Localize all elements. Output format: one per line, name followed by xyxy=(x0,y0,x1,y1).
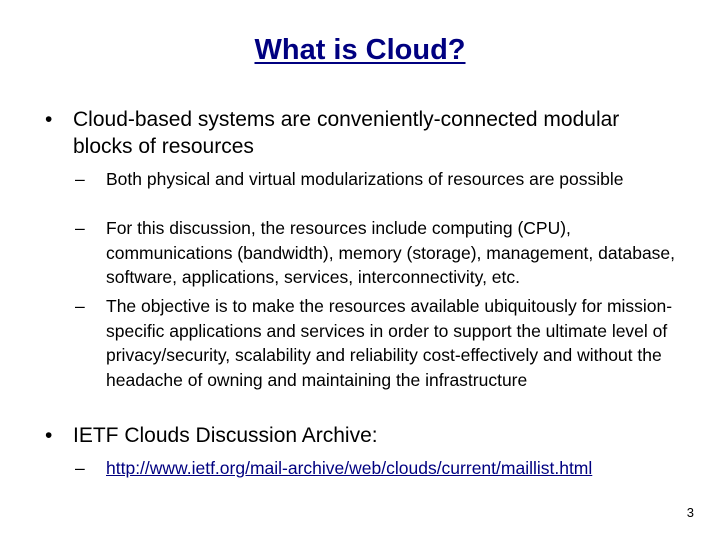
archive-link[interactable]: http://www.ietf.org/mail-archive/web/clouds/current/maillist.html xyxy=(106,458,593,478)
bullet-item-ietf-archive xyxy=(45,422,675,449)
dash-icon: – xyxy=(75,169,85,189)
sub-item-text: The objective is to make the resources available ubiquitously for mission-specific applications and services in order to support the ultimate level of privacy/security, scalability and reliability cost-effectively and without the headache of owning and maintaining the infrastructure xyxy=(106,296,673,390)
bullet-text: IETF Clouds Discussion Archive: xyxy=(73,424,378,447)
sub-item-resources xyxy=(75,216,690,290)
bullet-text: Cloud-based systems are conveniently-connected modular blocks of resources xyxy=(73,108,620,158)
dash-icon: – xyxy=(75,458,85,478)
dash-icon: – xyxy=(75,296,85,316)
sub-item-text: For this discussion, the resources include computing (CPU), communications (bandwidth), memory (storage), management, database, software, applications, services, interconnectivity, etc. xyxy=(106,218,676,287)
sub-item-modularizations xyxy=(75,167,690,192)
bullet-icon: • xyxy=(45,424,53,447)
bullet-item-cloud-systems xyxy=(45,106,675,160)
sub-item-archive-link xyxy=(75,456,690,481)
bullet-icon: • xyxy=(45,108,53,131)
page-number: 3 xyxy=(686,505,694,520)
sub-item-text: Both physical and virtual modularizations of resources are possible xyxy=(106,169,624,189)
slide-title: What is Cloud? xyxy=(254,34,466,66)
sub-item-objective xyxy=(75,294,690,392)
dash-icon: – xyxy=(75,218,85,238)
